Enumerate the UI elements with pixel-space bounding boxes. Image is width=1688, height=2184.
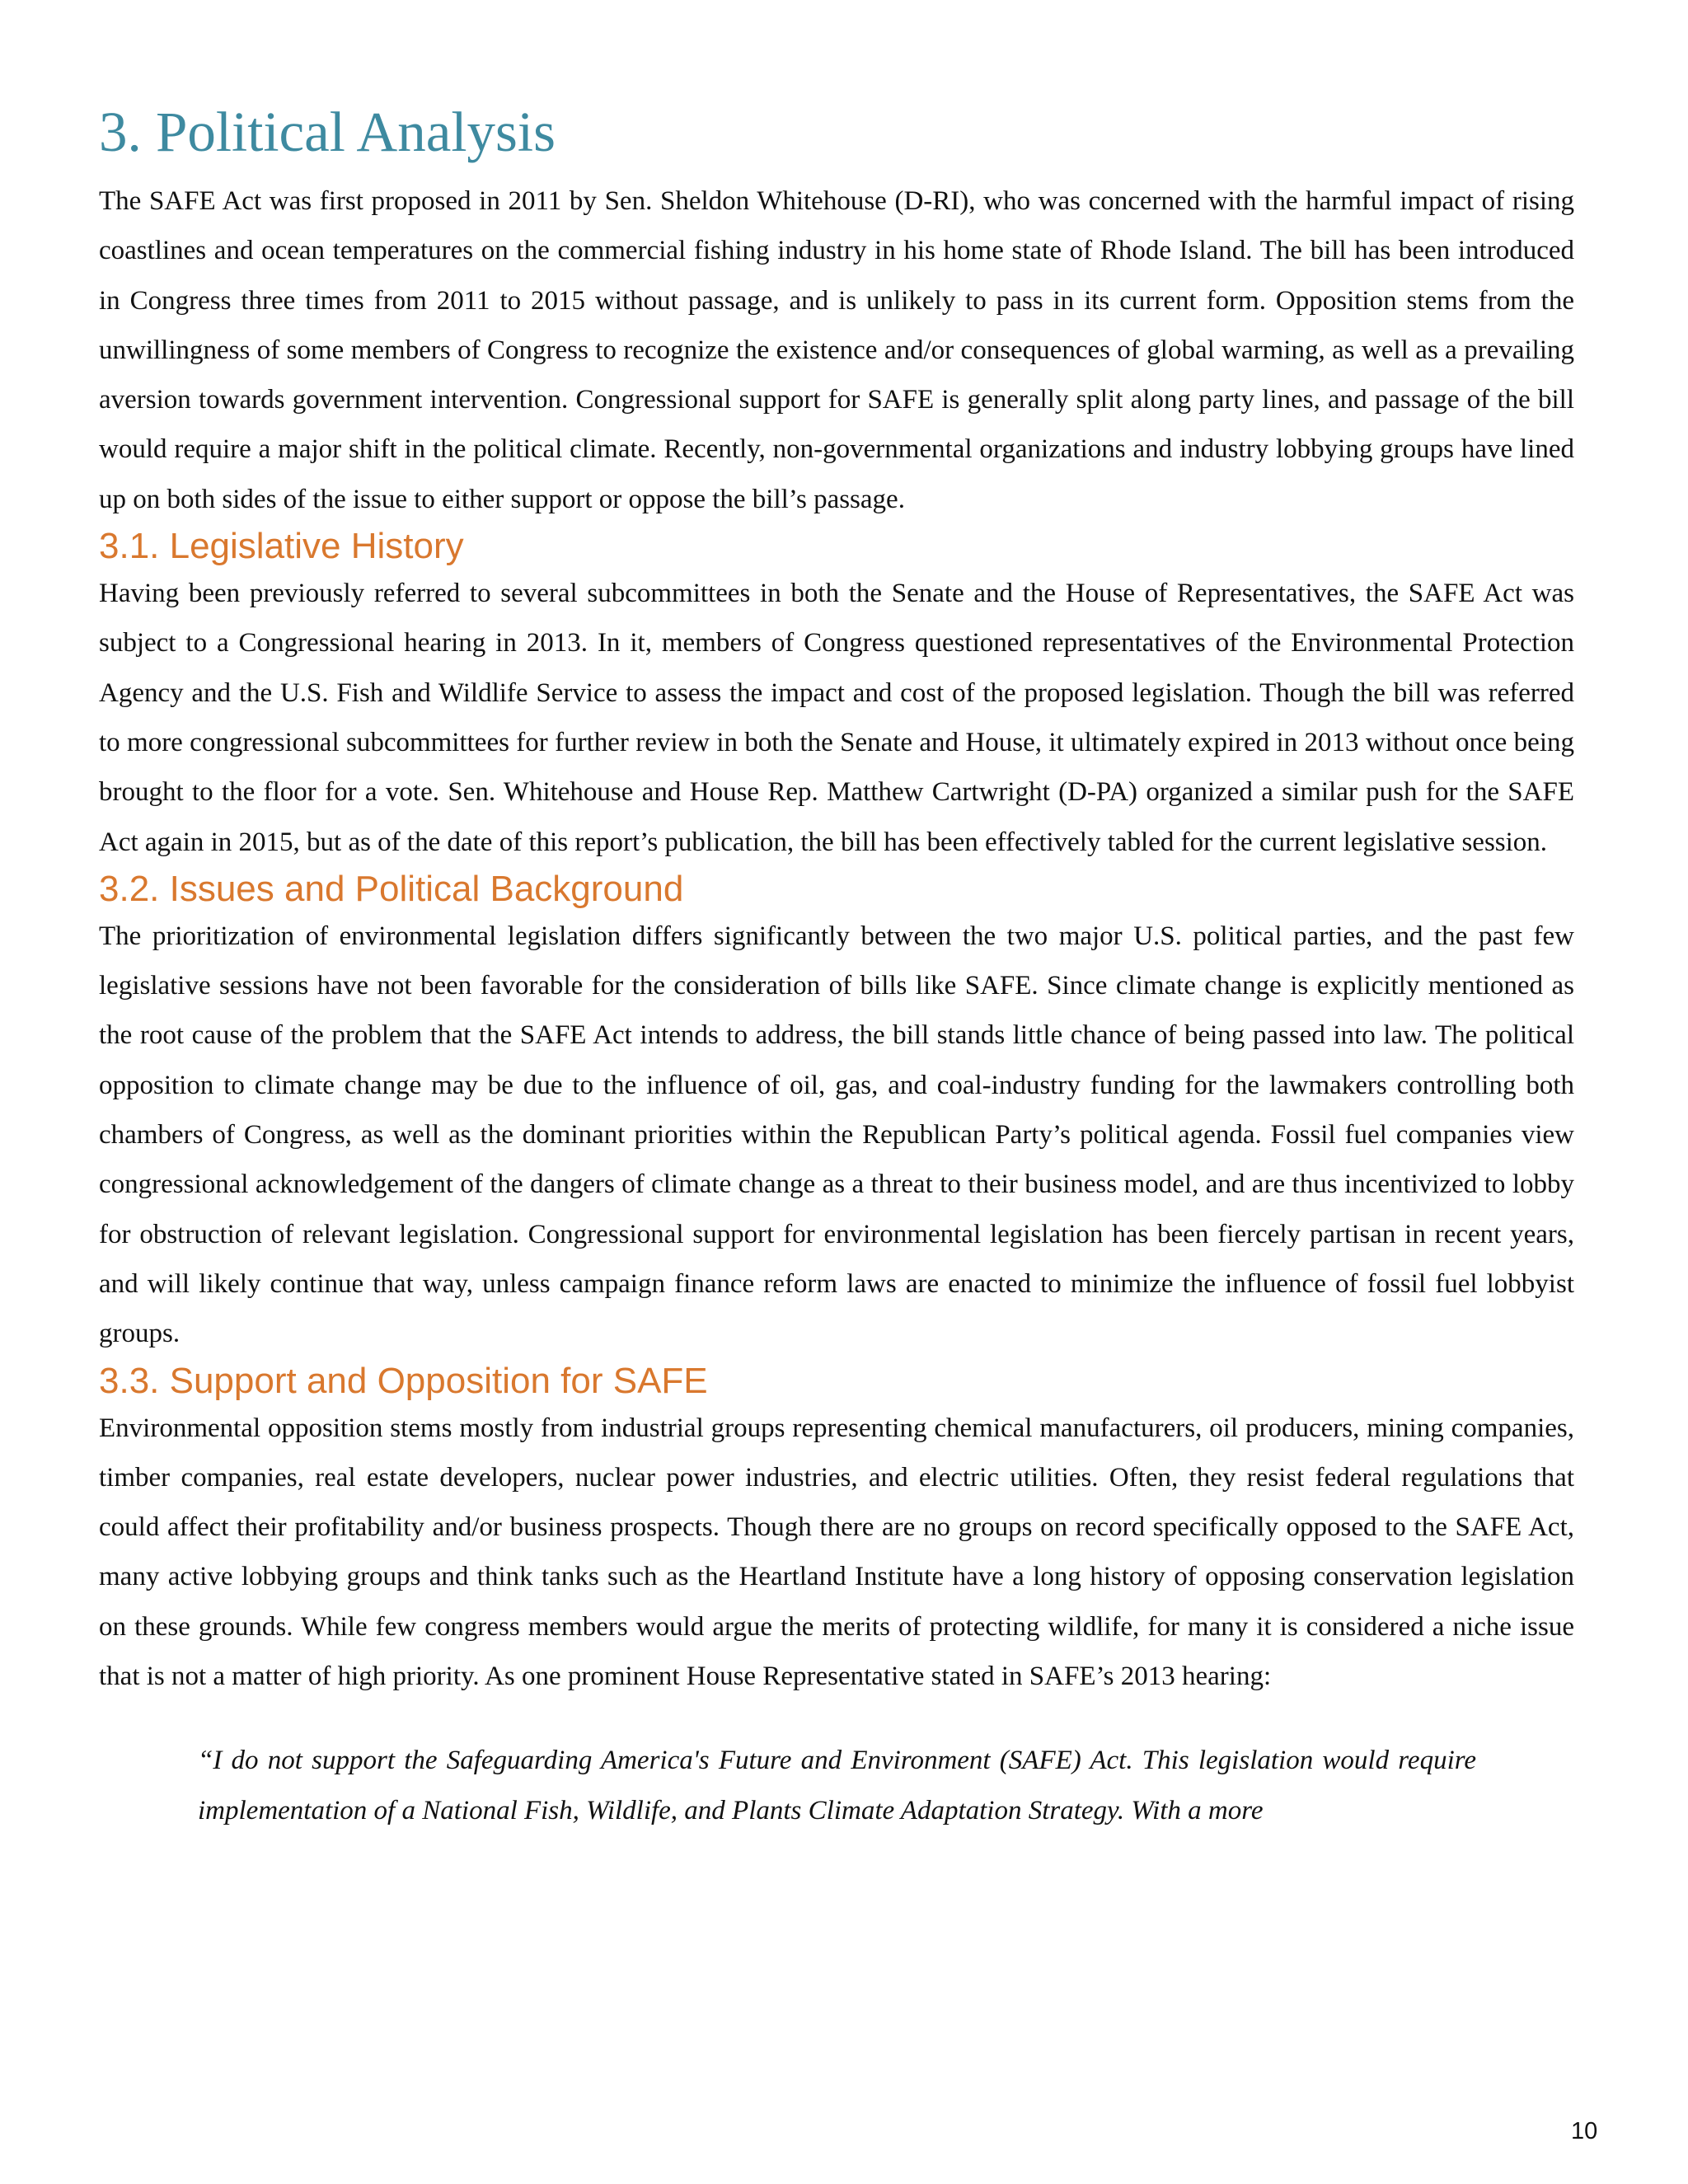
section-heading-support-opposition: 3.3. Support and Opposition for SAFE (99, 1360, 708, 1401)
legislative-history-paragraph: Having been previously referred to several subcommittees in both the Senate and the House of Representatives, the SAFE Act was subject to a Congressional hearing in 2013. In it, members of Congress questioned representatives of the Environmental Protection Agency and the U.S. Fish and Wildlife Service to assess the impact and cost of the proposed legislation. Though the bill was referred to more congressional subcommittees for further review in both the Senate and House, it ultimately expired in 2013 without once being brought to the floor for a vote. Sen. Whitehouse and House Rep. Matthew Cartwright (D-PA) organized a similar push for the SAFE Act again in 2015, but as of the date of this report’s publication, the bill has been effectively tabled for the current legislative session. (99, 579, 1574, 857)
support-opposition-paragraph: Environmental opposition stems mostly from industrial groups representing chemical manufacturers, oil producers, mining companies, timber companies, real estate developers, nuclear power industries, and electric utilities. Often, they resist federal regulations that could affect their profitability and/or business prospects. Though there are no groups on record specifically opposed to the SAFE Act, many active lobbying groups and think tanks such as the Heartland Institute have a long history of opposing conservation legislation on these grounds. While few congress members would argue the merits of protecting wildlife, for many it is considered a niche issue that is not a matter of high priority. As one prominent House Representative stated in SAFE’s 2013 hearing: (99, 1413, 1574, 1692)
section-heading-issues-background: 3.2. Issues and Political Background (99, 868, 684, 909)
section-heading-legislative-history: 3.1. Legislative History (99, 526, 464, 567)
hearing-quote (99, 1736, 1574, 1836)
issues-background-paragraph: The prioritization of environmental legislation differs significantly between the two major U.S. political parties, and the past few legislative sessions have not been favorable for the consideration of bills like SAFE. Since climate change is explicitly mentioned as the root cause of the problem that the SAFE Act intends to address, the bill stands little chance of being passed into law. The political opposition to climate change may be due to the influence of oil, gas, and coal-industry funding for the lawmakers controlling both chambers of Congress, as well as the dominant priorities within the Republican Party’s political agenda. Fossil fuel companies view congressional acknowledgement of the dangers of climate change as a threat to their business model, and are thus incentivized to lobby for obstruction of relevant legislation. Congressional support for environmental legislation has been fiercely partisan in recent years, and will likely continue that way, unless campaign finance reform laws are enacted to minimize the influence of fossil fuel lobbyist groups. (99, 921, 1574, 1349)
page-title: 3. Political Analysis (99, 101, 556, 163)
intro-paragraph: The SAFE Act was first proposed in 2011 by Sen. Sheldon Whitehouse (D-RI), who was concerned with the harmful impact of rising coastlines and ocean temperatures on the commercial fishing industry in his home state of Rhode Island. The bill has been introduced in Congress three times from 2011 to 2015 without passage, and is unlikely to pass in its current form. Opposition stems from the unwillingness of some members of Congress to recognize the existence and/or consequences of global warming, as well as a prevailing aversion towards government intervention. Congressional support for SAFE is generally split along party lines, and passage of the bill would require a major shift in the political climate. Recently, non-governmental organizations and industry lobbying groups have lined up on both sides of the issue to either support or oppose the bill’s passage. (99, 186, 1574, 514)
document-page (99, 97, 1574, 1836)
hearing-quote-text: “I do not support the Safeguarding America's Future and Environment (SAFE) Act. This legislation would require implementation of a National Fish, Wildlife, and Plants Climate Adaptation Strategy. With a more (198, 1746, 1476, 1825)
page-number: 10 (1571, 2118, 1598, 2144)
